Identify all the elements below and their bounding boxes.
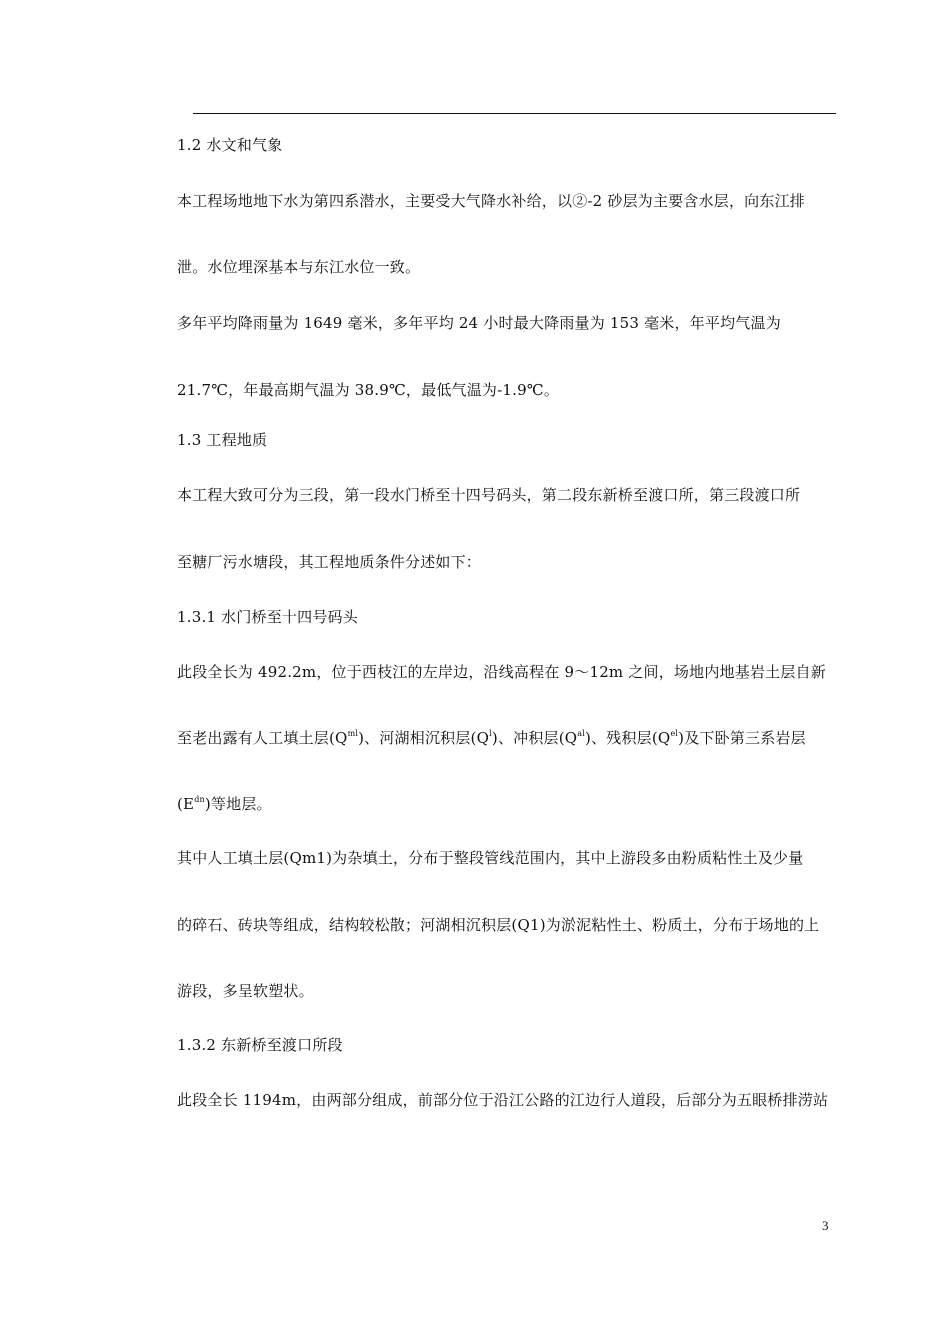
section-heading-1-3-1: 1.3.1 水门桥至十四号码头 [177, 608, 358, 626]
superscript: l [489, 729, 492, 738]
section-heading-1-3-2: 1.3.2 东新桥至渡口所段 [177, 1036, 343, 1054]
paragraph-line: 本工程场地地下水为第四系潜水，主要受大气降水补给，以②-2 砂层为主要含水层，向东江排 [177, 192, 805, 210]
paragraph-line: 此段全长为 492.2m，位于西枝江的左岸边，沿线高程在 9～12m 之间，场地内地基岩土层自新 [177, 663, 826, 681]
paragraph-line: 的碎石、砖块等组成，结构较松散；河湖相沉积层(Q1)为淤泥粘性土、粉质土，分布于场地的上 [177, 916, 820, 934]
page-number: 3 [822, 1218, 829, 1233]
section-heading-1-3: 1.3 工程地质 [177, 431, 268, 449]
paragraph-line: 此段全长 1194m，由两部分组成，前部分位于沿江公路的江边行人道段，后部分为五眼桥排涝站 [177, 1091, 829, 1109]
paragraph-line: 泄。水位埋深基本与东江水位一致。 [177, 258, 421, 276]
paragraph-line-with-formations: 至老出露有人工填土层$(Q^{ml})$、河湖相沉积层$(Q^l)$、冲积层$(Q^{al})$、残积层$(Q^{el})$及下卧第三系岩层 [177, 729, 806, 747]
paragraph-line: 多年平均降雨量为 1649 毫米，多年平均 24 小时最大降雨量为 153 毫米，年平均气温为 [177, 314, 781, 332]
superscript: el [670, 729, 679, 738]
paragraph-line: 21.7℃，年最高期气温为 38.9℃，最低气温为-1.9℃。 [177, 381, 560, 399]
header-rule [193, 113, 836, 114]
paragraph-line: 游段，多呈软塑状。 [177, 982, 314, 1000]
paragraph-line: 其中人工填土层(Qm1)为杂填土，分布于整段管线范围内，其中上游段多由粉质粘性土及少量 [177, 849, 804, 867]
superscript: ml [347, 729, 359, 738]
section-heading-1-2: 1.2 水文和气象 [177, 136, 283, 154]
paragraph-line: 本工程大致可分为三段，第一段水门桥至十四号码头，第二段东新桥至渡口所，第三段渡口所 [177, 486, 801, 504]
superscript: dn [194, 795, 205, 804]
paragraph-line: 至糖厂污水塘段，其工程地质条件分述如下： [177, 553, 482, 571]
superscript: al [577, 729, 586, 738]
paragraph-line: $(E^{dn})$等地层。 [177, 795, 272, 813]
